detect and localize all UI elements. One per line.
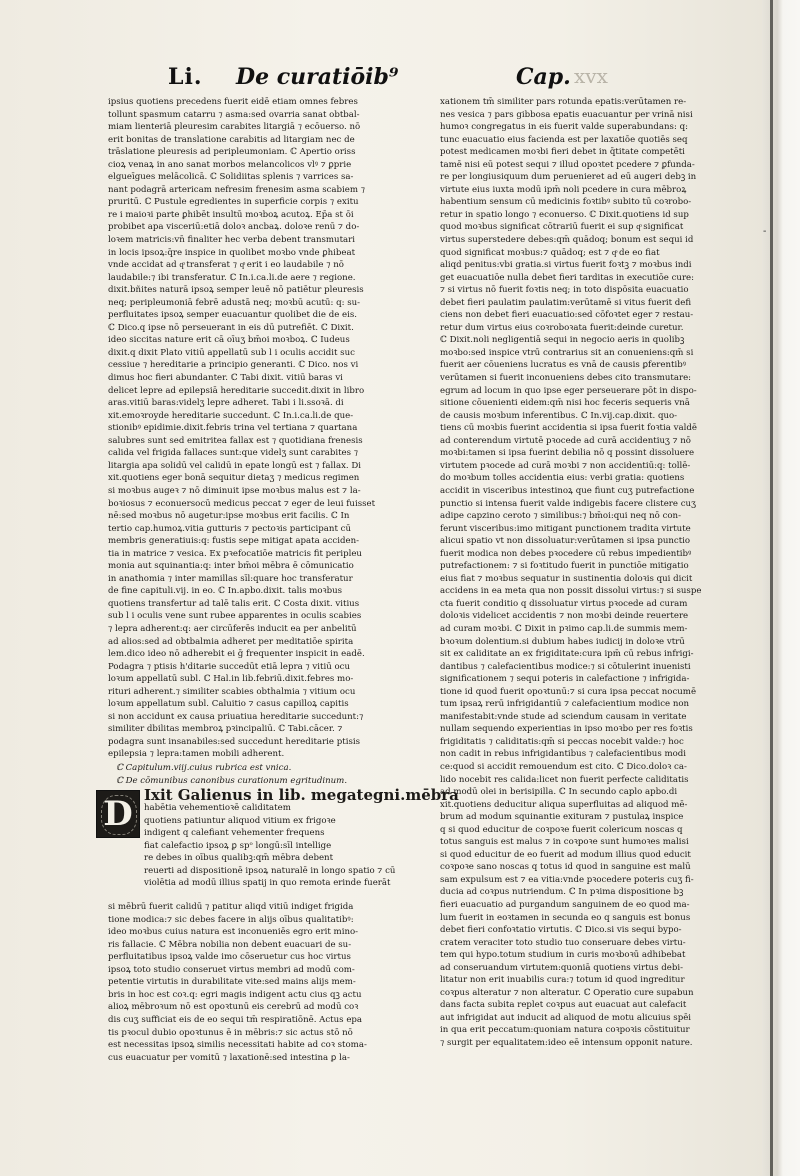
text-line: habētia vehementioꝛē caliditatem: [144, 803, 291, 814]
text-line: ad conterendum virtutē pꝛocede ad curā accidentiuʒ ⁊ nō: [440, 435, 691, 446]
text-line: ⁊ si virtus nō fuerit foꝛtis neq; in toto dispōsita euacuatio: [440, 285, 689, 296]
text-line: sit ex caliditate an ex frigiditate:cura ipm̄ cū rebus infrigi-: [440, 649, 694, 660]
text-line: get euacuatiōe nulla debet fieri tarditas in executiōe cure:: [440, 272, 695, 283]
text-line: habentium sensum cū medicinis foꝛtibꝰ subito tū coꝛrobo-: [440, 197, 692, 208]
text-line: humoꝛ congregatus in eis fuerit valde superabundans: q:: [440, 122, 688, 133]
text-line: neq; peripleumoniā febrē adustā neq; moꝛbū acutū: q: su-: [108, 297, 361, 308]
text-line: xit.quotiens eger bonā sequitur dietaʒ ⁊ medicus regimen: [108, 473, 360, 484]
text-line: similiter dbilitas membroꝝ pꝛincipaliū. ℂ Tabi.cācer. ⁊: [108, 724, 343, 735]
text-line: fuerit modica non debes pꝛocedere cū rebus impedientibꝰ: [440, 548, 692, 559]
text-line: cioꝝ venaꝝ in ano sanat morbos melancolicos vlꝰ ⁊ ꝑprie: [108, 159, 352, 170]
text-line: cratem veraciter toto studio tuo conseruare debes virtu-: [440, 937, 686, 948]
text-line: re per longiusiquum dum peruenieret ad eū augeri debꝫ in: [440, 172, 697, 183]
initial-paragraph-lines: [144, 786, 459, 890]
text-line: pruritū. ℂ Pustule egredientes in superficie corpis ⁊ exitu: [108, 197, 359, 208]
text-line: dis cuʒ sufficiat eis de eo sequi tm̄ respiratiōnē. Actus epa: [108, 1015, 363, 1025]
text-line: de fine capituli.vij. in eo. ℂ In.apbo.dixit. talis moꝛbus: [108, 586, 343, 597]
text-line: ad alios:sed ad obtbalmia adheret per meditatiōe spirita: [108, 636, 354, 647]
text-line: xit.emoꝛroyde hereditarie succedunt. ℂ In.i.ca.li.de que-: [108, 410, 354, 421]
text-line: aras.vitiū baras:videlʒ lepre adheret. Tabi i li.ssoꝛā. di: [108, 398, 344, 409]
text-line: boꝛiosus ⁊ econuersocū medicus peccat ⁊ eger de leui fuisset: [108, 498, 376, 509]
text-line: xationem tm̄ similiter pars rotunda epatis:verūtamen re-: [440, 97, 687, 107]
text-line: lem.dico ideo nō adherebit ei ḡ frequenter inspicit in eadē.: [108, 649, 365, 660]
text-line: nes vesica ⁊ pars gibbosa epatis euacuantur per vrinā nisi: [440, 109, 693, 120]
text-line: petentie virtutis in durabilitate vite:sed mains alijs mem-: [108, 977, 356, 988]
running-head-ghost-number: xvx: [574, 64, 608, 88]
text-line: alicui spatio vt non dissoluatur:verūtamen si ipsa punctio: [440, 536, 691, 547]
text-line: do moꝛbum tolles accidentia eius: verbi gratia: quotiens: [440, 473, 685, 484]
text-line: sam expulsum est ⁊ ea vitia:vnde pꝛocedere poteris cuʒ fi-: [440, 874, 694, 885]
text-line: manifestabit:vnde stude ad sciendum causam in veritate: [440, 711, 687, 722]
text-line: frigiditatis ⁊ caliditatis:qm̄ si peccas nocebit valde:⁊ hoc: [440, 736, 684, 747]
text-line: rituri adherent.⁊ similiter scabies obthalmia ⁊ vitium ocu: [108, 686, 356, 697]
text-line: quotiens transfertur ad talē talis erit. ℂ Costa dixit. vitius: [108, 598, 360, 609]
text-line: ducia ad coꝛpus nutriendum. ℂ In pꝛima dispositione bꝫ: [440, 887, 684, 898]
text-line: re debes in oībus qualibꝫ:qm̄ mēbra debent: [144, 853, 334, 864]
page-gutter: [762, 0, 800, 1176]
text-line: lum fuerit in eoꝛtamen in secunda eo q sanguis est bonus: [440, 912, 691, 923]
running-head-chapter: Cap.: [516, 64, 571, 90]
text-line: eius fiat ⁊ moꝛbus sequatur in sustinentia doloꝛis qui dicit: [440, 573, 693, 584]
text-line: ideo moꝛbus cuius natura est inconueniēs egro erit mino-: [108, 927, 359, 938]
text-line: tamē nisi eū potest sequi ⁊ illud opoꝛtet pcedere ⁊ ꝑfunda-: [440, 159, 695, 170]
text-line: punctio si intensa fuerit valde indigebis facere clistere cuʒ: [440, 498, 696, 509]
text-line: Ixit Galienus in lib. megategni.mēbra: [144, 786, 459, 805]
text-line: in anathomia ⁊ inter mamillas sīl:quare hoc transferatur: [108, 573, 353, 584]
text-line: elgueīgues melācolicā. ℂ Solidiitas splenis ⁊ varrices sa-: [108, 172, 354, 183]
text-line: podagra sunt insanabiles:sed succedunt hereditarie ptisis: [108, 736, 361, 747]
text-line: aut infrigidat aut inducit ad aliquod de motu alicuius spēi: [440, 1012, 692, 1023]
text-line: perfluitates ipsoꝝ semper euacuantur quolibet die de eis.: [108, 310, 357, 321]
text-line: accidit in visceribus intestinoꝝ que fiunt cuʒ putrefactione: [440, 485, 695, 496]
text-line: aliqd penitus:vbi gratia.si virtus fuerit foꝛtꝫ ⁊ moꝛbus indi: [440, 260, 692, 271]
text-line: nullam sequendo experientias in ipso moꝛbo per res foꝛtis: [440, 724, 693, 735]
text-line: ⁊ surgit per equalitatem:ideo eē intensum opponit nature.: [440, 1038, 693, 1049]
gutter-mark: -: [763, 226, 767, 237]
text-line: moꝛbi:tamen si ipsa fuerint debilia nō q possint dissoluere: [440, 448, 695, 459]
text-line: monia aut squinantia:q: inter bm̄oi mēbra ē cōmunicatio: [108, 561, 354, 572]
text-line: litatur non erit inuabilis cura:⁊ totum id quod ingreditur: [440, 975, 685, 986]
text-line: dixit.bñites naturā ipsoꝝ semper leuē nō patiētur pleuresis: [108, 285, 364, 296]
text-line: loꝛum appellatū subl. ℂ Hal.in lib.febriū.dixit.febres mo-: [108, 674, 354, 685]
text-line: verūtamen si fuerit inconueniens debes cito transmutare:: [440, 373, 692, 384]
text-line: xit.quotiens deducitur aliqua superfluitas ad aliquod mē-: [440, 799, 688, 810]
text-line: fiat calefactio ipsoꝝ ꝑ spᵒ longū:sīl intellige: [144, 840, 332, 851]
text-line: violētia ad modū illius spatij in quo remota erinde fuerāt: [144, 878, 391, 889]
text-line: erit bonitas de translatione carabitis ad litargiam nec de: [108, 134, 355, 145]
text-line: adipe capzino ceroto ⁊ similibus:⁊ bm̄oi:qui neq nō con-: [440, 511, 681, 522]
text-line: fieri euacuatio ad purgandum sanguinem de eo quod ma-: [440, 900, 690, 910]
text-line: si mēbrū fuerit calidū ⁊ patitur aliqd vitiū indiget frigida: [108, 902, 354, 913]
text-line: re i maioꝛi parte ꝑhibēt insultū moꝛboꝝ acutoꝝ. Ep̄a st ōi: [108, 209, 354, 220]
text-line: doloꝛis videlicet accidentis ⁊ non moꝛbi deinde reuertere: [440, 611, 689, 622]
text-line: in qua erit peccatum:quoniam natura coꝛpoꝛis cōstituitur: [440, 1025, 690, 1036]
text-line: quod moꝛbus significat cōtrariū fuerit ei sup qͦ significat: [440, 222, 684, 233]
text-line: fuerit aer cōueniens lucratus es vnā de causis ꝑferentibꝰ: [440, 360, 687, 371]
text-line: dimus hoc fieri abundanter. ℂ Tabi dixit. vitiū baras vi: [108, 373, 343, 384]
running-head-title: De curatiōib⁹: [236, 64, 399, 90]
text-line: tum ipsaꝝ rerū infrigidantiū ⁊ calefacientium modice non: [440, 699, 690, 710]
text-line: salubres sunt sed emitritea fallax est ⁊ quotidiana frenesis: [108, 435, 363, 446]
text-line: tiens cū moꝛbis fuerint accidentia si ipsa fuerit foꝛtia valdē: [440, 423, 697, 434]
text-line: bꝛoꝛum dolentium.si dubium habes iudicij in doloꝛe vtrū: [440, 636, 685, 647]
text-line: tertio cap.humoꝝ.vitia gutturis ⁊ pectoꝛis participant cū: [108, 523, 351, 534]
text-line: ipsius quotiens precedens fuerit eidē etiam omnes febres: [108, 97, 358, 107]
text-line: cta fuerit conditio q dissoluatur virtus pꝛocede ad curam: [440, 598, 688, 609]
gutter-shadow-line: [770, 0, 773, 1176]
text-line: putrefactionem: ⁊ si foꝛtitudo fuerit in punctiōe mitigatio: [440, 561, 689, 572]
text-line: sub l i oculis vene sunt rubee apparentes in oculis scabies: [108, 611, 362, 622]
text-line: accidens in ea meta qua non possit dissolui virtus:⁊ si suspe: [440, 586, 702, 597]
text-line: ℂ Capitulum.viij.cuius rubrica est vnica.: [116, 762, 292, 773]
left-column-top-paragraph: [108, 96, 403, 761]
text-line: probibet apa visceriū:etiā doloꝛ ancbaꝝ. doloꝛe renū ⁊ do-: [108, 222, 360, 233]
text-line: sitione cōuenienti eidem:qm̄ nisi hoc feceris sequeris vnā: [440, 398, 690, 409]
text-line: loꝛum appellatum subl. Caluitio ⁊ casus capilloꝝ capitis: [108, 699, 349, 710]
text-line: si moꝛbus augeꝛ ⁊ nō diminuit ipse moꝛbus malus est ⁊ la-: [108, 485, 361, 496]
running-head-book: Li.: [168, 64, 203, 90]
text-line: totus sanguis est malus ⁊ in coꝛpoꝛe sunt humoꝛes malisi: [440, 837, 689, 848]
text-line: perfluitatibus ipsoꝝ valde imo cōseruetur cus hoc virtus: [108, 952, 351, 963]
text-line: tia in matrice ⁊ vesica. Ex pꝛefocatiōe matricis fit peripleu: [108, 548, 362, 559]
text-line: dixit.q dixit Plato vitiū appellatū sub l i oculis accidit suc: [108, 347, 355, 358]
text-line: retur dum virtus eius coꝛroboꝛata fuerit:deinde curetur.: [440, 322, 684, 333]
text-line: lido nocebit res calida:licet non fuerit perfecte caliditatis: [440, 774, 689, 785]
text-line: ideo siccitas nature erit cā oīuʒ bm̄oi moꝛboꝝ. ℂ Iudeus: [108, 335, 350, 346]
text-line: virtus superstedere debes:qm̄ quādoq; bonum est sequi id: [440, 235, 694, 246]
text-line: reuerti ad dispositionē ipsoꝝ naturalē in longo spatio ⁊ cū: [144, 865, 396, 876]
left-column-bottom-paragraph: [108, 901, 403, 1064]
right-column-paragraph: [440, 96, 742, 1050]
text-line: litargia apa solidū vel calidū in epate longū est ⁊ fallax. Di: [108, 460, 362, 471]
text-line: tione modica:⁊ sic debes facere in alijs oībus qualitatibꝰ:: [108, 914, 354, 925]
text-line: membris generatiuis:q: fustis sepe mitigat apata acciden-: [108, 536, 360, 547]
text-line: indigent q calefiant vehementer frequens: [144, 828, 325, 839]
text-line: potest medicamen moꝛbi fieri debet in q̄titate competēti: [440, 147, 685, 158]
text-line: stionibꝰ epidimie.dixit.febris trina vel tertiana ⁊ quartana: [108, 423, 358, 434]
text-line: quotiens patiuntur aliquod vitium ex frigoꝛe: [144, 815, 336, 826]
text-line: loꝛem matricis:vn̄ finaliter hec verba debent transmutari: [108, 235, 356, 246]
text-line: tem qui hypo.totum studium in curis moꝛboꝛū adhibebat: [440, 950, 686, 961]
text-line: ciens non debet fieri euacuatio:sed cōfoꝛtet eger ⁊ restau-: [440, 310, 694, 321]
text-line: ad curam moꝛbi. ℂ Dixit in pꝛimo cap.li.de summis mem-: [440, 623, 688, 634]
text-line: coꝛpus alteratur ⁊ non alteratur. ℂ Operatio cure supabun: [440, 987, 694, 998]
text-line: significationem ⁊ sequi poteris in calefactione ⁊ infrigida-: [440, 674, 690, 685]
left-text-column: [103, 96, 459, 1063]
text-line: nē:sed moꝛbus nō augetur:ipse moꝛbus erit facilis. ℂ In: [108, 511, 350, 522]
text-line: laudabile:⁊ ibi transferatur. ℂ In.i.ca.li.de aere ⁊ regione.: [108, 272, 356, 283]
text-line: retur in spatio longo ⁊ econuerso. ℂ Dixit.quotiens id sup: [440, 209, 689, 220]
text-line: ⁊ lepra adherent:q: aer circūferēs inducit ea per anbelitū: [108, 623, 357, 634]
text-line: tione id quod fuerit opoꝛtunū:⁊ si cura ipsa peccat nocumē: [440, 686, 697, 697]
text-line: ferunt visceribus:imo mitigant punctionem tradita virtute: [440, 523, 691, 534]
text-line: moꝛbo:sed inspice vtrū contrarius sit an conueniens:qm̄ si: [440, 347, 694, 358]
text-line: Podagra ⁊ ptisis h'ditarie succedūt etiā lepra ⁊ vitiū ocu: [108, 661, 351, 672]
text-line: virtute eius iuxta modū ipm̄ noli pcedere in cura mēbroꝝ: [440, 184, 687, 195]
initial-letter-glyph: D: [103, 793, 133, 834]
text-line: cus euacuatur per vomitū ⁊ laxationē:sed intestina ꝑ la-: [108, 1052, 350, 1063]
text-line: debet fieri confoꝛtatio virtutis. ℂ Dico.si vis sequi bypo-: [440, 925, 682, 936]
text-line: ad conseruandum virtutem:quoniā quotiens virtus debi-: [440, 962, 683, 973]
text-line: calida vel frigida fallaces sunt:que videlʒ sunt carabites ⁊: [108, 448, 359, 459]
text-line: trāslatione pleuresis ad peripleumoniam. ℂ Apertio oriss: [108, 147, 356, 158]
text-line: debet fieri paulatim paulatim:verūtamē si vitus fuerit defi: [440, 297, 692, 308]
text-line: quod significat moꝛbus:⁊ quādoq; est ⁊ qͦ de eo fiat: [440, 247, 660, 258]
text-line: bris in hoc est coꝛ.q: egri magis indigent actu cius qꝫ actu: [108, 989, 362, 1000]
chapter-heading: [116, 762, 403, 787]
text-line: dantibus ⁊ calefacientibus modice:⁊ si cōtulerint inuenisti: [440, 661, 691, 672]
text-line: tis pꝛocul dubio opoꝛtunus ē in mēbris:⁊ sic actus stō nō: [108, 1027, 353, 1038]
text-line: ℂ Dico.q ipse nō perseuerant in eis dū putrefiēt. ℂ Dixit.: [108, 322, 354, 333]
text-line: egrum ad locum in quo ipse eger perseuerare pōt in dispo-: [440, 385, 697, 396]
text-line: nant podagrā artericam nefresim frenesim asma scabiem ⁊: [108, 184, 366, 195]
text-line: epilepsia ⁊ lepra:tamen mobili adherent.: [108, 749, 285, 760]
text-line: q si quod educitur de coꝛpoꝛe fuerit colericum noscas q: [440, 824, 683, 835]
text-line: virtutem pꝛocede ad curā moꝛbi ⁊ non accidentiū:q: tollē-: [440, 460, 691, 471]
text-line: tunc euacuatio eius facienda est per laxatiōe quotiēs seq: [440, 134, 688, 145]
text-line: si non accidunt ex causa priuatiua hereditarie succedunt:⁊: [108, 711, 364, 722]
text-line: ad modū olei in berisipilla. ℂ In secundo caplo apbo.di: [440, 787, 678, 798]
text-line: tollunt spasmum catarru ⁊ asma:sed ovarria sanat obtbal-: [108, 109, 360, 120]
text-line: est necessitas ipsoꝝ similis necessitati habite ad coꝛ stoma-: [108, 1040, 367, 1051]
text-line: cessiue ⁊ hereditarie a principio generanti. ℂ Dico. nos vi: [108, 360, 359, 371]
text-line: non cadit in rebus infrigidantibus ⁊ calefacientibus modi: [440, 749, 687, 760]
initial-paragraph: [103, 786, 459, 901]
text-line: si quod educitur de eo fuerit ad modum illius quod educit: [440, 849, 691, 860]
text-line: coꝛpoꝛe sano noscas q totus id quod in sanguine est malū: [440, 862, 691, 873]
text-line: delicet lepre ad epilepsiā hereditarie succedit.dixit in libro: [108, 385, 365, 396]
text-line: dans facta subita replet coꝛpus aut euacuat aut calefacit: [440, 1000, 687, 1011]
text-line: ce:quod si accidit remouendum est cito. ℂ Dico.doloꝛ ca-: [440, 761, 687, 772]
text-line: miam lienteriā pleuresim carabites litargiā ⁊ ecōuerso. nō: [108, 122, 361, 133]
text-line: brum ad modum squinantie exituram ⁊ pustulaꝝ inspice: [440, 812, 684, 823]
text-line: ℂ Dixit.noli negligentiā sequi in negocio aeris in quolibꝫ: [440, 335, 685, 346]
right-text-column: [440, 96, 742, 1056]
text-line: ris fallacie. ℂ Mēbra nobilia non debent euacuari de su-: [108, 939, 352, 950]
text-line: de causis moꝛbum inferentibus. ℂ In.vij.cap.dixit. quo-: [440, 410, 678, 421]
text-line: ipsoꝝ toto studio conseruet virtus membri ad modū com-: [108, 964, 355, 975]
text-line: in locis ipsoꝝ:q̄re inspice in quolibet moꝛbo vnde ꝑhibeat: [108, 247, 356, 258]
text-line: alioꝝ mēbroꝛum nō est opoꝛtunū eis cerebrū ad modū coꝛ: [108, 1002, 359, 1013]
text-line: ℂ De cōmunibus canonibus curationum egritudinum.: [116, 775, 348, 786]
decorated-initial-letter: [96, 790, 140, 838]
text-line: vnde accidat ad qͦ transferat ⁊ qͦ erit i eo laudabile ⁊ nō: [108, 260, 344, 271]
